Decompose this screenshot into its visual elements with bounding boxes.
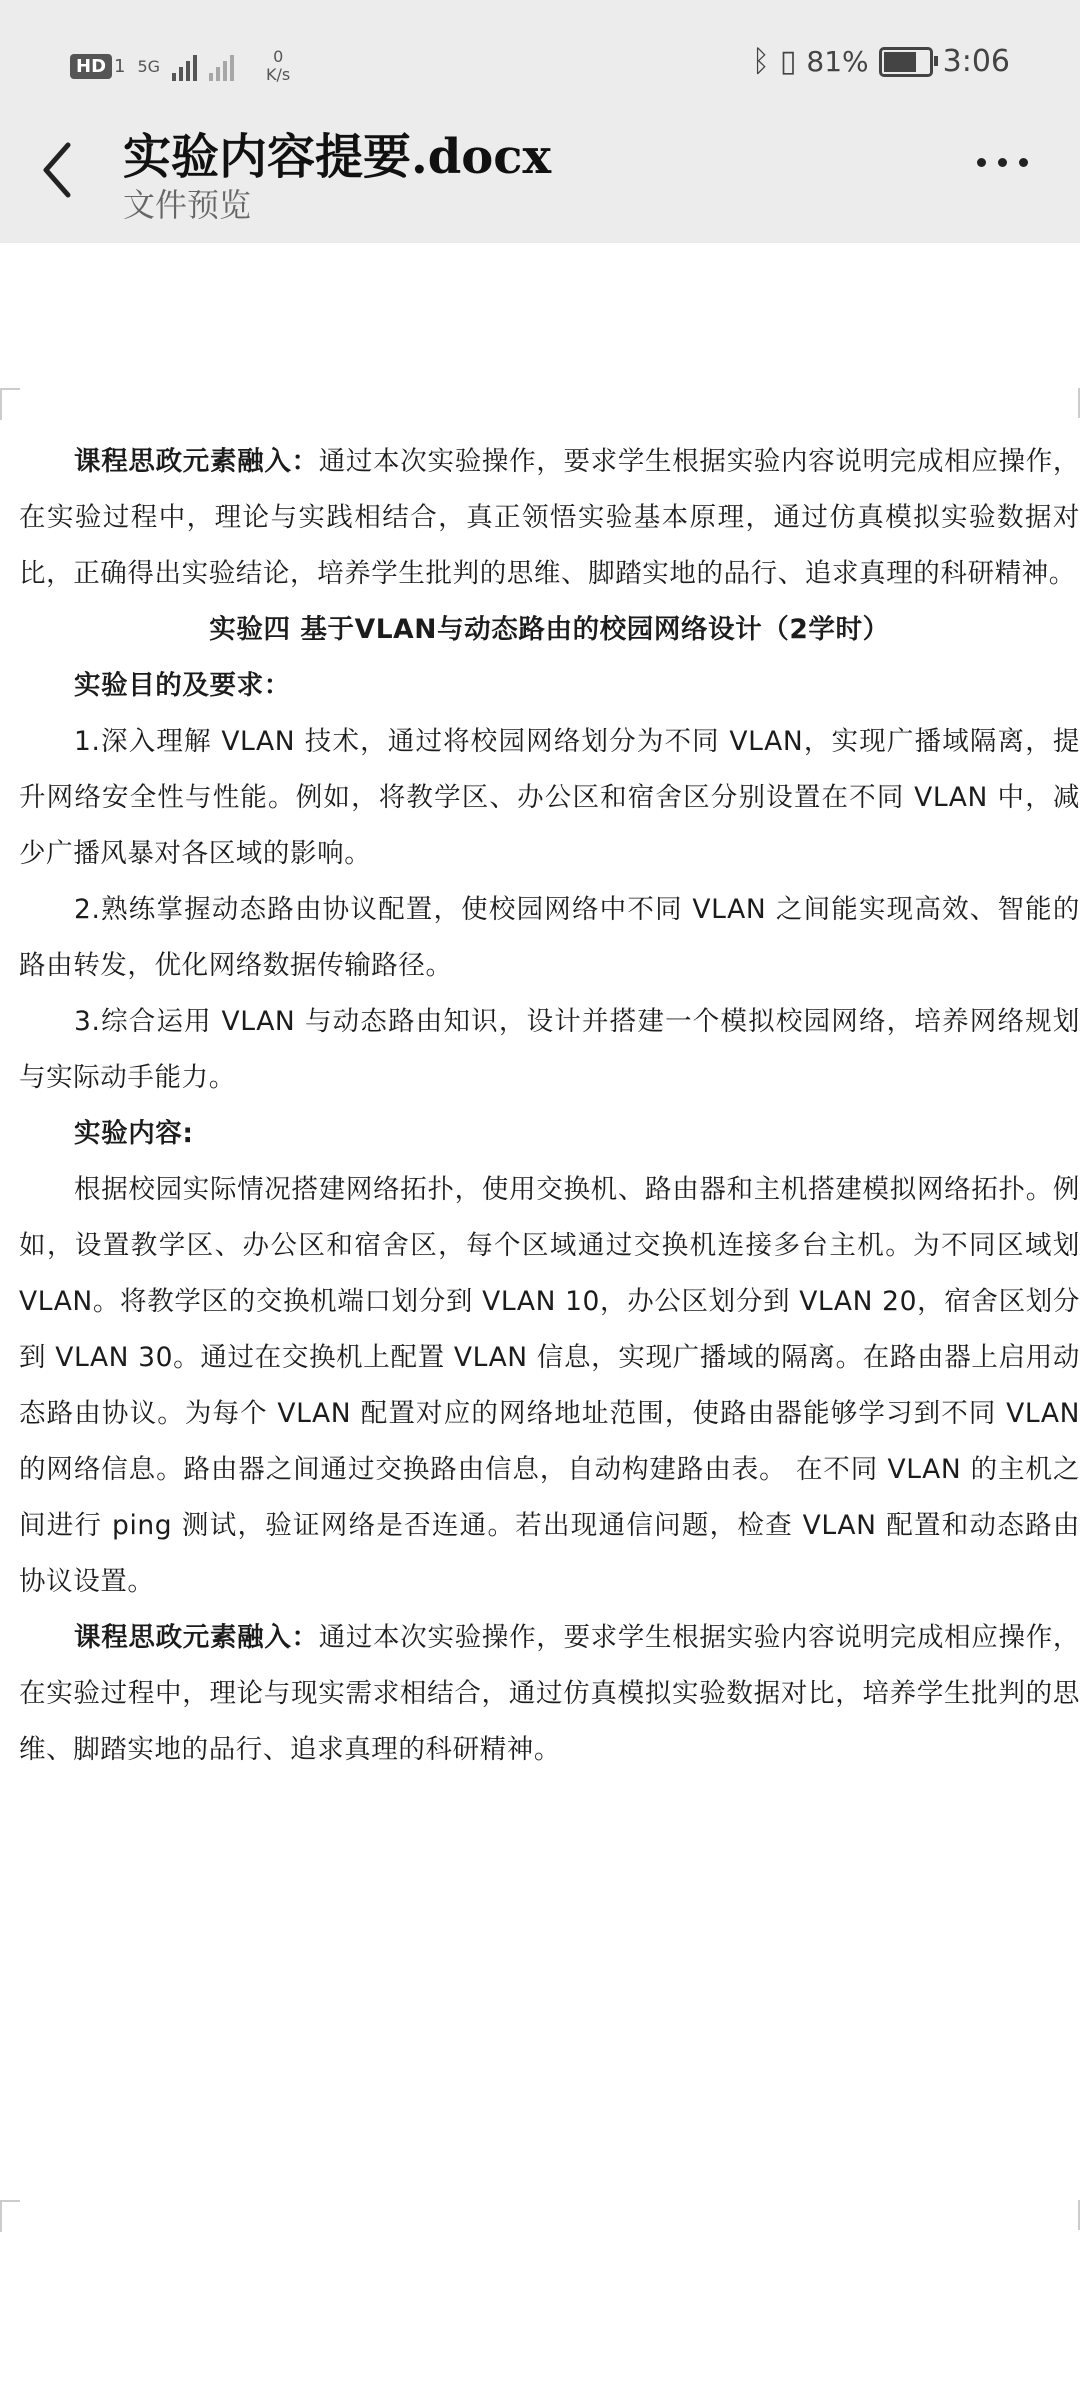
back-arrow-icon[interactable]	[38, 140, 78, 200]
content-label-text: 实验内容:	[74, 1118, 194, 1149]
file-title: 实验内容提要.docx	[123, 129, 552, 185]
page-corner-bottom	[0, 2200, 20, 2232]
status-bar	[0, 30, 1080, 100]
sim-indicator: 1	[114, 55, 126, 77]
hd-badge: HD	[70, 54, 112, 79]
signal-icon-secondary	[209, 51, 234, 81]
clock: 3:06	[942, 44, 1010, 79]
battery-percent: 81%	[806, 45, 869, 78]
objective-item-3: 3.综合运用 VLAN 与动态路由知识，设计并搭建一个模拟校园网络，培养网络规划与实际动手能力。	[19, 1006, 1080, 1093]
network-type: 5G	[137, 56, 161, 76]
more-options-icon[interactable]	[977, 158, 1028, 167]
battery-icon	[879, 47, 933, 77]
objective-item-2: 2.熟练掌握动态路由协议配置，使校园网络中不同 VLAN 之间能实现高效、智能的路由转发，优化网络数据传输路径。	[19, 894, 1080, 981]
ideology-label-2: 课程思政元素融入：	[74, 1622, 319, 1653]
ideology-text-2: 通过本次实验操作，要求学生根据实验内容说明完成相应操作，在实验过程中，理论与现实需求相结合，通过仿真模拟实验数据对比，培养学生批判的思维、脚踏实地的品行、追求真理的科研精神。	[19, 1622, 1080, 1765]
net-speed-unit: K/s	[266, 65, 291, 84]
experiment-heading: 实验四 基于VLAN与动态路由的校园网络设计（2学时）	[209, 614, 890, 645]
file-subtitle: 文件预览	[123, 186, 252, 224]
net-speed-value: 0	[273, 47, 284, 66]
objective-label-text: 实验目的及要求：	[74, 670, 291, 701]
signal-icon	[172, 51, 197, 81]
ideology-label-1: 课程思政元素融入：	[74, 446, 319, 477]
paragraph-ideology-2	[19, 1610, 1080, 1778]
battery-fill	[884, 52, 916, 72]
ideology-text-1: 通过本次实验操作，要求学生根据实验内容说明完成相应操作，在实验过程中，理论与实践相结合，真正领悟实验基本原理，通过仿真模拟实验数据对比，正确得出实验结论，培养学生批判的思维、脚踏实地的品行、追求真理的科研精神。	[19, 446, 1080, 589]
content-label	[19, 1106, 1080, 1162]
app-header	[0, 0, 1080, 243]
page-corner-top	[0, 388, 20, 420]
document-body	[19, 434, 1080, 1778]
objective-item-1: 1.深入理解 VLAN 技术，通过将校园网络划分为不同 VLAN，实现广播域隔离，提升网络安全性与性能。例如，将教学区、办公区和宿舍区分别设置在不同 VLAN 中，减少广播风暴对各区域的影响。	[19, 726, 1080, 869]
net-speed	[266, 48, 290, 84]
bluetooth-icon: ᛒ	[751, 44, 770, 79]
objective-label	[19, 658, 1080, 714]
vibrate-icon: ▯	[779, 44, 797, 79]
paragraph-ideology-1	[19, 434, 1080, 602]
content-text: 根据校园实际情况搭建网络拓扑，使用交换机、路由器和主机搭建模拟网络拓扑。例如，设置教学区、办公区和宿舍区，每个区域通过交换机连接多台主机。为不同区域划VLAN。将教学区的交换机端口划分到 VLAN 10，办公区划分到 VLAN 20，宿舍区划分到 VLAN 30。通过在交换机上配置 VLAN 信息，实现广播域的隔离。在路由器上启用动态路由协议。为每个 VLAN 配置对应的网络地址范围，使路由器能够学习到不同 VLAN 的网络信息。路由器之间通过交换路由信息，自动构建路由表。 在不同 VLAN 的主机之间进行 ping 测试，验证网络是否连通。若出现通信问题，检查 VLAN 配置和动态路由协议设置。	[19, 1174, 1080, 1597]
